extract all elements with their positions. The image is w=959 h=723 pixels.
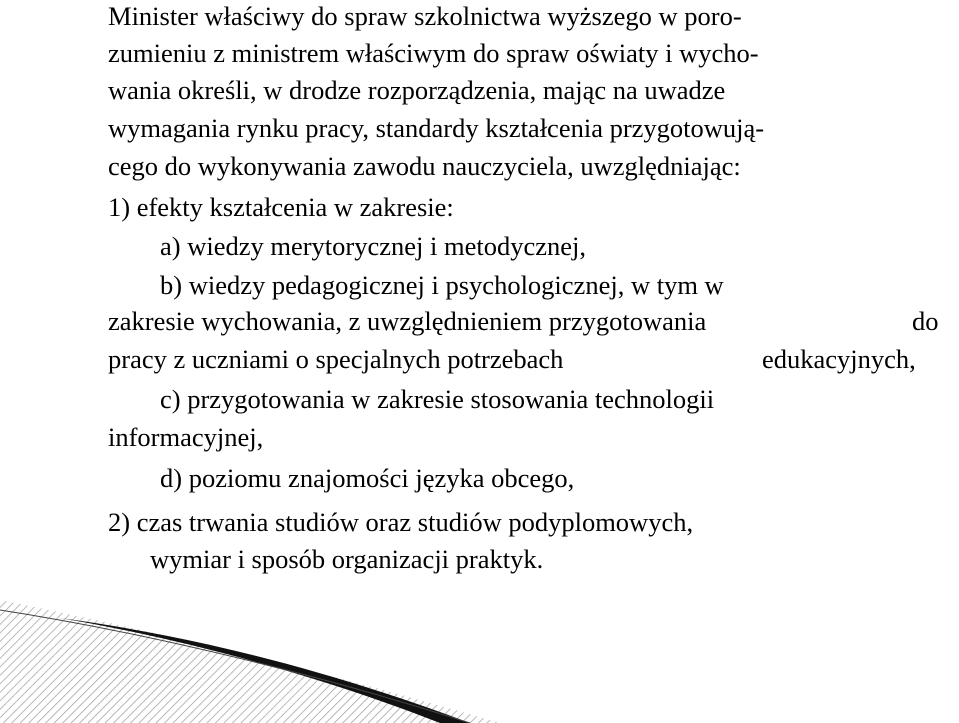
decorative-swoosh-graphic: [0, 590, 959, 723]
text-line-3: wania określi, w drodze rozporządzenia, mając na uwadze: [108, 75, 726, 105]
list-item-1a: a) wiedzy merytorycznej i metodycznej,: [160, 231, 587, 261]
list-item-1c: c) przygotowania w zakresie stosowania technologii: [160, 384, 715, 414]
list-item-1b: b) wiedzy pedagogicznej i psychologicznej, w tym w: [160, 270, 724, 300]
list-item-2: 2) czas trwania studiów oraz studiów podyplomowych,: [108, 507, 694, 537]
text-line-2: zumieniu z ministrem właściwym do spraw oświaty i wycho-: [108, 38, 759, 68]
list-item-1b-cont-1-end: do: [912, 306, 939, 336]
list-item-2-cont: wymiar i sposób organizacji praktyk.: [150, 544, 544, 574]
list-item-1d: d) poziomu znajomości języka obcego,: [160, 463, 575, 493]
list-item-1b-cont-2: pracy z uczniami o specjalnych potrzebach: [108, 344, 564, 374]
hatched-wave-band: [0, 600, 500, 723]
list-item-1: 1) efekty kształcenia w zakresie:: [108, 192, 454, 222]
text-line-4: wymagania rynku pracy, standardy kształcenia przygotowują-: [108, 113, 765, 143]
list-item-1c-cont: informacyjnej,: [108, 422, 264, 452]
text-line-1: Minister właściwy do spraw szkolnictwa wyższego w poro-: [108, 1, 742, 31]
text-line-5: cego do wykonywania zawodu nauczyciela, uwzględniając:: [108, 151, 741, 181]
list-item-1b-cont-2-end: edukacyjnych,: [762, 344, 916, 374]
list-item-1b-cont-1: zakresie wychowania, z uwzględnieniem przygotowania: [108, 306, 707, 336]
